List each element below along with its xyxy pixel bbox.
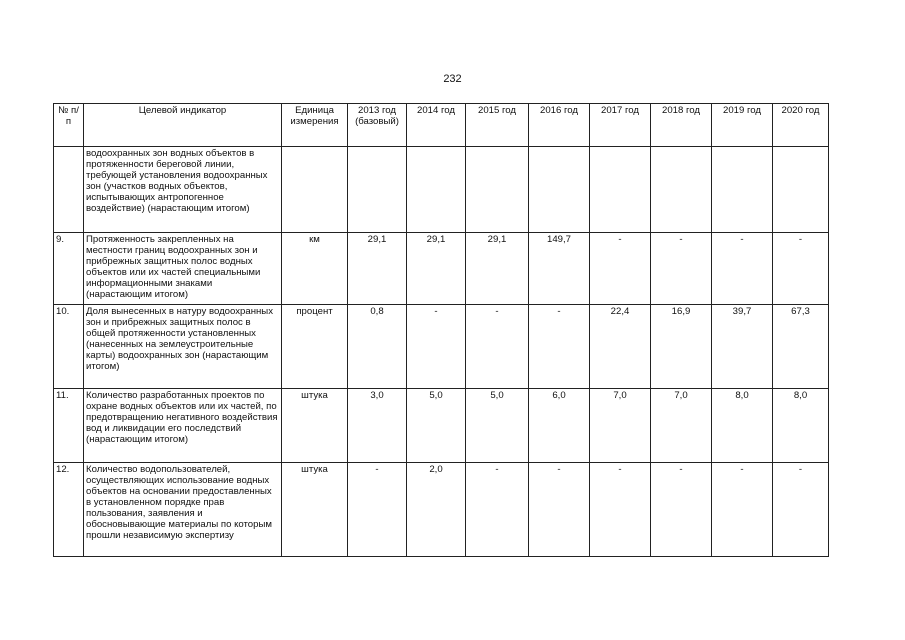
value-cell: - [407, 305, 466, 389]
value-cell: 7,0 [651, 389, 712, 463]
value-cell: 29,1 [466, 233, 529, 305]
header-year-2015: 2015 год [466, 104, 529, 147]
table-row [54, 305, 829, 389]
value-cell: - [651, 463, 712, 557]
value-cell [651, 147, 712, 233]
indicator-name: водоохранных зон водных объектов в протяженности береговой линии, требующей установления водоохранных зон (участков водных объектов, испытывающих антропогенное воздействие) (нарастающим итогом) [84, 147, 282, 233]
header-num: № п/п [54, 104, 84, 147]
page-number: 232 [443, 73, 462, 85]
value-cell: - [466, 463, 529, 557]
row-number: 10. [54, 305, 84, 389]
indicator-name: Количество разработанных проектов по охране водных объектов или их частей, по предотвращению негативного воздействия вод и ликвидации его последствий (нарастающим итогом) [84, 389, 282, 463]
value-cell [590, 147, 651, 233]
indicators-table [53, 103, 829, 557]
value-cell: 7,0 [590, 389, 651, 463]
indicator-name: Протяженность закрепленных на местности границ водоохранных зон и прибрежных защитных полос водных объектов или их частей специальными информационными знаками (нарастающим итогом) [84, 233, 282, 305]
value-cell: - [712, 463, 773, 557]
indicator-name: Доля вынесенных в натуру водоохранных зон и прибрежных защитных полос в общей протяженности установленных (нанесенных на землеустроительные карты) водоохранных зон (нарастающим итогом) [84, 305, 282, 389]
value-cell: 2,0 [407, 463, 466, 557]
value-cell: - [651, 233, 712, 305]
value-cell [529, 147, 590, 233]
value-cell: 5,0 [407, 389, 466, 463]
table-row [54, 463, 829, 557]
unit-cell [282, 147, 348, 233]
value-cell [712, 147, 773, 233]
indicator-name: Количество водопользователей, осуществляющих использование водных объектов на основании предоставленных в установленном порядке прав пользования, заявления и обосновывающие материалы по которым прошли независимую экспертизу [84, 463, 282, 557]
value-cell: - [773, 463, 829, 557]
value-cell: - [590, 233, 651, 305]
header-year-2019: 2019 год [712, 104, 773, 147]
value-cell: 149,7 [529, 233, 590, 305]
table-row [54, 147, 829, 233]
value-cell: 6,0 [529, 389, 590, 463]
unit-cell: км [282, 233, 348, 305]
value-cell [773, 147, 829, 233]
unit-cell: штука [282, 389, 348, 463]
header-year-2020: 2020 год [773, 104, 829, 147]
value-cell: 0,8 [348, 305, 407, 389]
unit-cell: процент [282, 305, 348, 389]
value-cell: - [348, 463, 407, 557]
value-cell: 16,9 [651, 305, 712, 389]
value-cell: 29,1 [407, 233, 466, 305]
row-number [54, 147, 84, 233]
value-cell: 29,1 [348, 233, 407, 305]
value-cell: - [529, 463, 590, 557]
value-cell [348, 147, 407, 233]
value-cell [407, 147, 466, 233]
value-cell: 67,3 [773, 305, 829, 389]
value-cell: - [590, 463, 651, 557]
value-cell: 22,4 [590, 305, 651, 389]
unit-cell: штука [282, 463, 348, 557]
table-row [54, 389, 829, 463]
value-cell: 5,0 [466, 389, 529, 463]
header-year-2013: 2013 год (базовый) [348, 104, 407, 147]
value-cell: 3,0 [348, 389, 407, 463]
header-year-2018: 2018 год [651, 104, 712, 147]
header-year-2017: 2017 год [590, 104, 651, 147]
value-cell: - [712, 233, 773, 305]
header-row [54, 104, 829, 147]
value-cell: - [529, 305, 590, 389]
value-cell [466, 147, 529, 233]
value-cell: 8,0 [712, 389, 773, 463]
row-number: 12. [54, 463, 84, 557]
value-cell: - [773, 233, 829, 305]
value-cell: 39,7 [712, 305, 773, 389]
header-unit: Единица измерения [282, 104, 348, 147]
header-year-2016: 2016 год [529, 104, 590, 147]
header-indicator: Целевой индикатор [84, 104, 282, 147]
row-number: 11. [54, 389, 84, 463]
value-cell: 8,0 [773, 389, 829, 463]
row-number: 9. [54, 233, 84, 305]
value-cell: - [466, 305, 529, 389]
header-year-2014: 2014 год [407, 104, 466, 147]
table-row [54, 233, 829, 305]
